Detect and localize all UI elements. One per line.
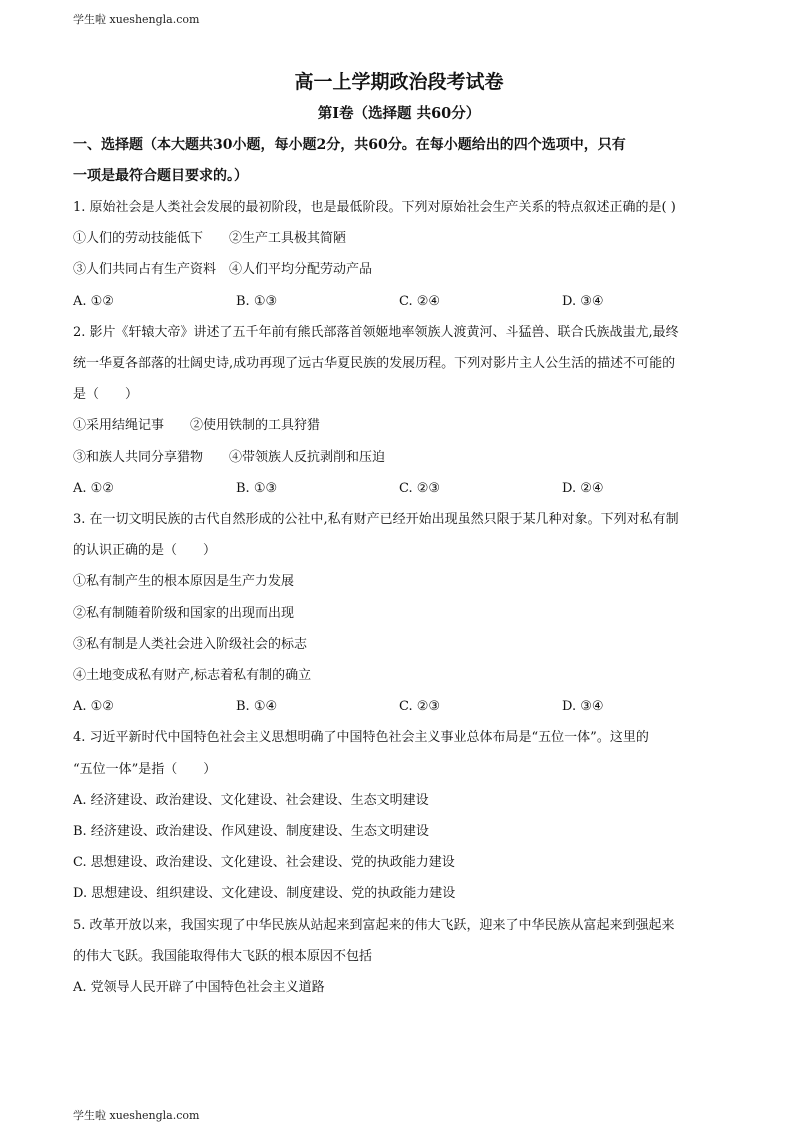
option-a: A. ①② [73, 480, 114, 496]
option-c: C. 思想建设、政治建设、文化建设、社会建设、党的执政能力建设 [73, 855, 455, 871]
watermark-top: 学生啦 xueshengla.com [73, 13, 200, 26]
watermark-bottom: 学生啦 xueshengla.com [73, 1109, 200, 1122]
option-b: B. ①③ [236, 480, 278, 496]
option-d: D. 思想建设、组织建设、文化建设、制度建设、党的执政能力建设 [73, 886, 456, 902]
question-stem: 是（ ） [73, 387, 139, 403]
option-d: D. ③④ [562, 699, 604, 715]
statement-line: ③人们共同占有生产资料 ④人们平均分配劳动产品 [73, 262, 373, 278]
question-stem: 5. 改革开放以来，我国实现了中华民族从站起来到富起来的伟大飞跃，迎来了中华民族从富起来到强起来 [73, 917, 675, 933]
part-subtitle: 第Ⅰ卷（选择题 共60分） [317, 105, 481, 122]
option-b: B. 经济建设、政治建设、作风建设、制度建设、生态文明建设 [73, 824, 429, 840]
option-c: C. ②③ [399, 480, 441, 496]
page-title: 高一上学期政治段考试卷 [294, 71, 504, 93]
question-3 [73, 504, 725, 722]
question-1 [73, 192, 725, 317]
answer-options [73, 691, 725, 722]
statement-line: ①人们的劳动技能低下 ②生产工具极其简陋 [73, 231, 347, 247]
option-c: C. ②④ [399, 293, 441, 309]
question-stem: “五位一体”是指（ ） [73, 761, 217, 777]
question-2 [73, 317, 725, 504]
statement-line: ③和族人共同分享猎物 ④带领族人反抗剥削和压迫 [73, 449, 386, 465]
section-heading-line-1: 一、选择题（本大题共30小题，每小题2分，共60分。在每小题给出的四个选项中，只有 [73, 137, 626, 153]
question-4 [73, 722, 725, 909]
question-stem: 1. 原始社会是人类社会发展的最初阶段，也是最低阶段。下列对原始社会生产关系的特点叙述正确的是( ) [73, 200, 676, 215]
statement-line: ③私有制是人类社会进入阶级社会的标志 [73, 636, 308, 652]
statement-line: ①采用结绳记事 ②使用铁制的工具狩猎 [73, 418, 321, 434]
question-stem: 2. 影片《轩辕大帝》讲述了五千年前有熊氏部落首领姬地率领族人渡黄河、斗猛兽、联合氏族战蚩尤,最终 [73, 324, 679, 340]
option-d: D. ③④ [562, 293, 604, 309]
answer-options [73, 473, 725, 504]
option-b: B. ①④ [236, 699, 278, 715]
question-stem: 3. 在一切文明民族的古代自然形成的公社中,私有财产已经开始出现虽然只限于某几种对象。下列对私有制 [73, 512, 679, 528]
option-b: B. ①③ [236, 293, 278, 309]
question-stem: 4. 习近平新时代中国特色社会主义思想明确了中国特色社会主义事业总体布局是“五位一体”。这里的 [73, 730, 649, 746]
statement-line: ①私有制产生的根本原因是生产力发展 [73, 574, 295, 590]
statement-line: ②私有制随着阶级和国家的出现而出现 [73, 605, 295, 621]
option-d: D. ②④ [562, 480, 604, 496]
question-stem: 的认识正确的是（ ） [73, 543, 217, 559]
section-heading-line-2: 一项是最符合题目要求的。） [73, 168, 248, 184]
answer-options [73, 286, 725, 317]
question-5 [73, 910, 725, 1004]
option-a: A. 党领导人民开辟了中国特色社会主义道路 [73, 980, 325, 996]
statement-line: ④土地变成私有财产,标志着私有制的确立 [73, 668, 312, 684]
option-a: A. ①② [73, 699, 114, 715]
option-a: A. 经济建设、政治建设、文化建设、社会建设、生态文明建设 [73, 792, 429, 808]
option-c: C. ②③ [399, 699, 441, 715]
question-stem: 统一华夏各部落的壮阔史诗,成功再现了远古华夏民族的发展历程。下列对影片主人公生活的描述不可能的 [73, 356, 676, 372]
exam-content [73, 68, 725, 1003]
option-a: A. ①② [73, 293, 114, 309]
question-stem: 的伟大飞跃。我国能取得伟大飞跃的根本原因不包括 [73, 948, 373, 964]
